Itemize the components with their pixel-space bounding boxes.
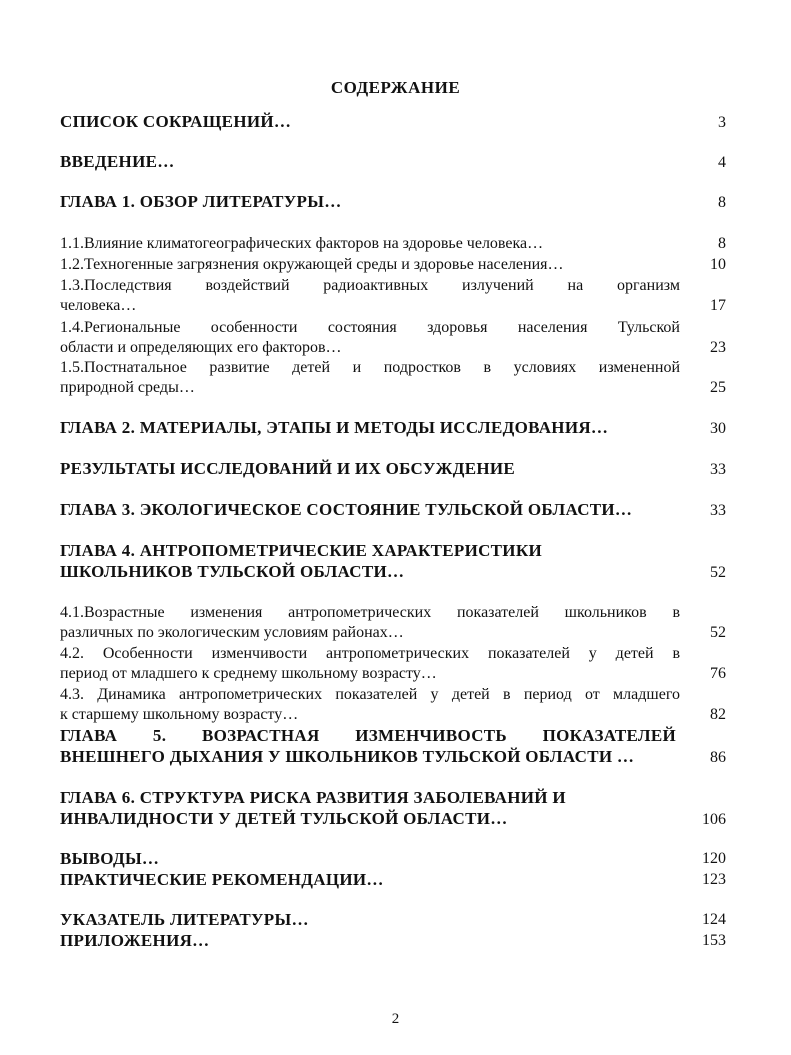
page-number: 2 bbox=[391, 1011, 400, 1027]
toc-entry bbox=[60, 318, 726, 358]
toc-entry-page: 123 bbox=[702, 871, 726, 888]
toc-entry bbox=[60, 726, 726, 770]
page-title: СОДЕРЖАНИЕ bbox=[330, 78, 461, 97]
toc-entry-text: период от младшего к среднему школьному возрасту… bbox=[60, 665, 437, 682]
toc-entry bbox=[60, 234, 726, 254]
toc-entry-text: 1.3.Последствия воздействий радиоактивных излучений на организм bbox=[60, 277, 680, 294]
toc-entry-text: ГЛАВА 4. АНТРОПОМЕТРИЧЕСКИЕ ХАРАКТЕРИСТИКИ bbox=[60, 541, 542, 560]
toc-entry bbox=[60, 358, 726, 398]
toc-entry-text: РЕЗУЛЬТАТЫ ИССЛЕДОВАНИЙ И ИХ ОБСУЖДЕНИЕ bbox=[60, 459, 516, 478]
toc-entry-text: ГЛАВА 2. МАТЕРИАЛЫ, ЭТАПЫ И МЕТОДЫ ИССЛЕДОВАНИЯ… bbox=[60, 418, 609, 437]
toc-entry-text: ВВЕДЕНИЕ… bbox=[60, 152, 175, 171]
toc-entry bbox=[60, 644, 726, 684]
toc-entry bbox=[60, 418, 726, 440]
toc-entry-text: ВНЕШНЕГО ДЫХАНИЯ У ШКОЛЬНИКОВ ТУЛЬСКОЙ ОБЛАСТИ … bbox=[60, 747, 635, 766]
toc-entry bbox=[60, 255, 726, 275]
toc-entry bbox=[60, 931, 726, 953]
toc-entry-page: 76 bbox=[710, 665, 726, 682]
toc-entry-text: СПИСОК СОКРАЩЕНИЙ… bbox=[60, 112, 292, 131]
toc-entry-page: 4 bbox=[718, 154, 726, 171]
toc-entry-page: 33 bbox=[710, 502, 726, 519]
toc-entry-page: 86 bbox=[710, 749, 726, 766]
toc-entry-text: ВЫВОДЫ… bbox=[60, 849, 160, 868]
toc-entry-page: 8 bbox=[718, 235, 726, 252]
toc-entry bbox=[60, 276, 726, 316]
toc-entry-page: 23 bbox=[710, 339, 726, 356]
toc-entry-text: 1.4.Региональные особенности состояния здоровья населения Тульской bbox=[60, 319, 680, 336]
toc-entry-page: 17 bbox=[710, 297, 726, 314]
toc-entry-page: 52 bbox=[710, 624, 726, 641]
toc-entry-page: 106 bbox=[702, 811, 726, 828]
toc-entry-text: 1.1.Влияние климатогеографических факторов на здоровье человека… bbox=[60, 235, 544, 252]
toc-entry-text: ИНВАЛИДНОСТИ У ДЕТЕЙ ТУЛЬСКОЙ ОБЛАСТИ… bbox=[60, 809, 508, 828]
toc-entry-text: ГЛАВА 3. ЭКОЛОГИЧЕСКОЕ СОСТОЯНИЕ ТУЛЬСКОЙ ОБЛАСТИ… bbox=[60, 500, 633, 519]
toc-entry-text: 4.3. Динамика антропометрических показателей у детей в период от младшего bbox=[60, 686, 680, 703]
toc-entry bbox=[60, 459, 726, 481]
toc-entry bbox=[60, 910, 726, 932]
toc-entry bbox=[60, 870, 726, 892]
toc-entry-text: УКАЗАТЕЛЬ ЛИТЕРАТУРЫ… bbox=[60, 910, 309, 929]
toc-entry bbox=[60, 152, 726, 174]
toc-entry-page: 120 bbox=[702, 850, 726, 867]
toc-entry bbox=[60, 849, 726, 871]
toc-entry bbox=[60, 603, 726, 643]
toc-entry-page: 8 bbox=[718, 194, 726, 211]
toc-entry-text: ГЛАВА 6. СТРУКТУРА РИСКА РАЗВИТИЯ ЗАБОЛЕВАНИЙ И bbox=[60, 788, 566, 807]
toc-entry-text: 4.2. Особенности изменчивости антропометрических показателей у детей в bbox=[60, 645, 680, 662]
toc-entry-text: ПРИЛОЖЕНИЯ… bbox=[60, 931, 210, 950]
toc-entry-page: 82 bbox=[710, 706, 726, 723]
toc-entry-page: 30 bbox=[710, 420, 726, 437]
toc-entry bbox=[60, 500, 726, 522]
toc-entry-text: ГЛАВА 5. ВОЗРАСТНАЯ ИЗМЕНЧИВОСТЬ ПОКАЗАТЕЛЕЙ bbox=[60, 726, 676, 745]
toc-entry-page: 33 bbox=[710, 461, 726, 478]
toc-entry-page: 52 bbox=[710, 564, 726, 581]
toc-entry bbox=[60, 541, 726, 585]
toc-entry-text: 1.5.Постнатальное развитие детей и подростков в условиях измененной bbox=[60, 359, 680, 376]
toc-entry-page: 153 bbox=[702, 932, 726, 949]
toc-entry-page: 25 bbox=[710, 379, 726, 396]
toc-entry-text: 1.2.Техногенные загрязнения окружающей среды и здоровье населения… bbox=[60, 256, 564, 273]
toc-entry bbox=[60, 112, 726, 134]
toc-entry-page: 124 bbox=[702, 911, 726, 928]
toc-entry-text: ШКОЛЬНИКОВ ТУЛЬСКОЙ ОБЛАСТИ… bbox=[60, 562, 405, 581]
toc-entry-text: человека… bbox=[60, 297, 137, 314]
toc-entry-text: различных по экологическим условиям районах… bbox=[60, 624, 404, 641]
toc-entry-page: 3 bbox=[718, 114, 726, 131]
toc-entry-text: к старшему школьному возрасту… bbox=[60, 706, 299, 723]
toc-entry-text: природной среды… bbox=[60, 379, 195, 396]
toc-entry-text: ГЛАВА 1. ОБЗОР ЛИТЕРАТУРЫ… bbox=[60, 192, 342, 211]
toc-entry-text: ПРАКТИЧЕСКИЕ РЕКОМЕНДАЦИИ… bbox=[60, 870, 384, 889]
toc-entry-page: 10 bbox=[710, 256, 726, 273]
toc-entry bbox=[60, 192, 726, 214]
toc-entry bbox=[60, 788, 726, 832]
toc-entry-text: области и определяющих его факторов… bbox=[60, 339, 342, 356]
toc-entry bbox=[60, 685, 726, 725]
toc-entry-text: 4.1.Возрастные изменения антропометрических показателей школьников в bbox=[60, 604, 680, 621]
